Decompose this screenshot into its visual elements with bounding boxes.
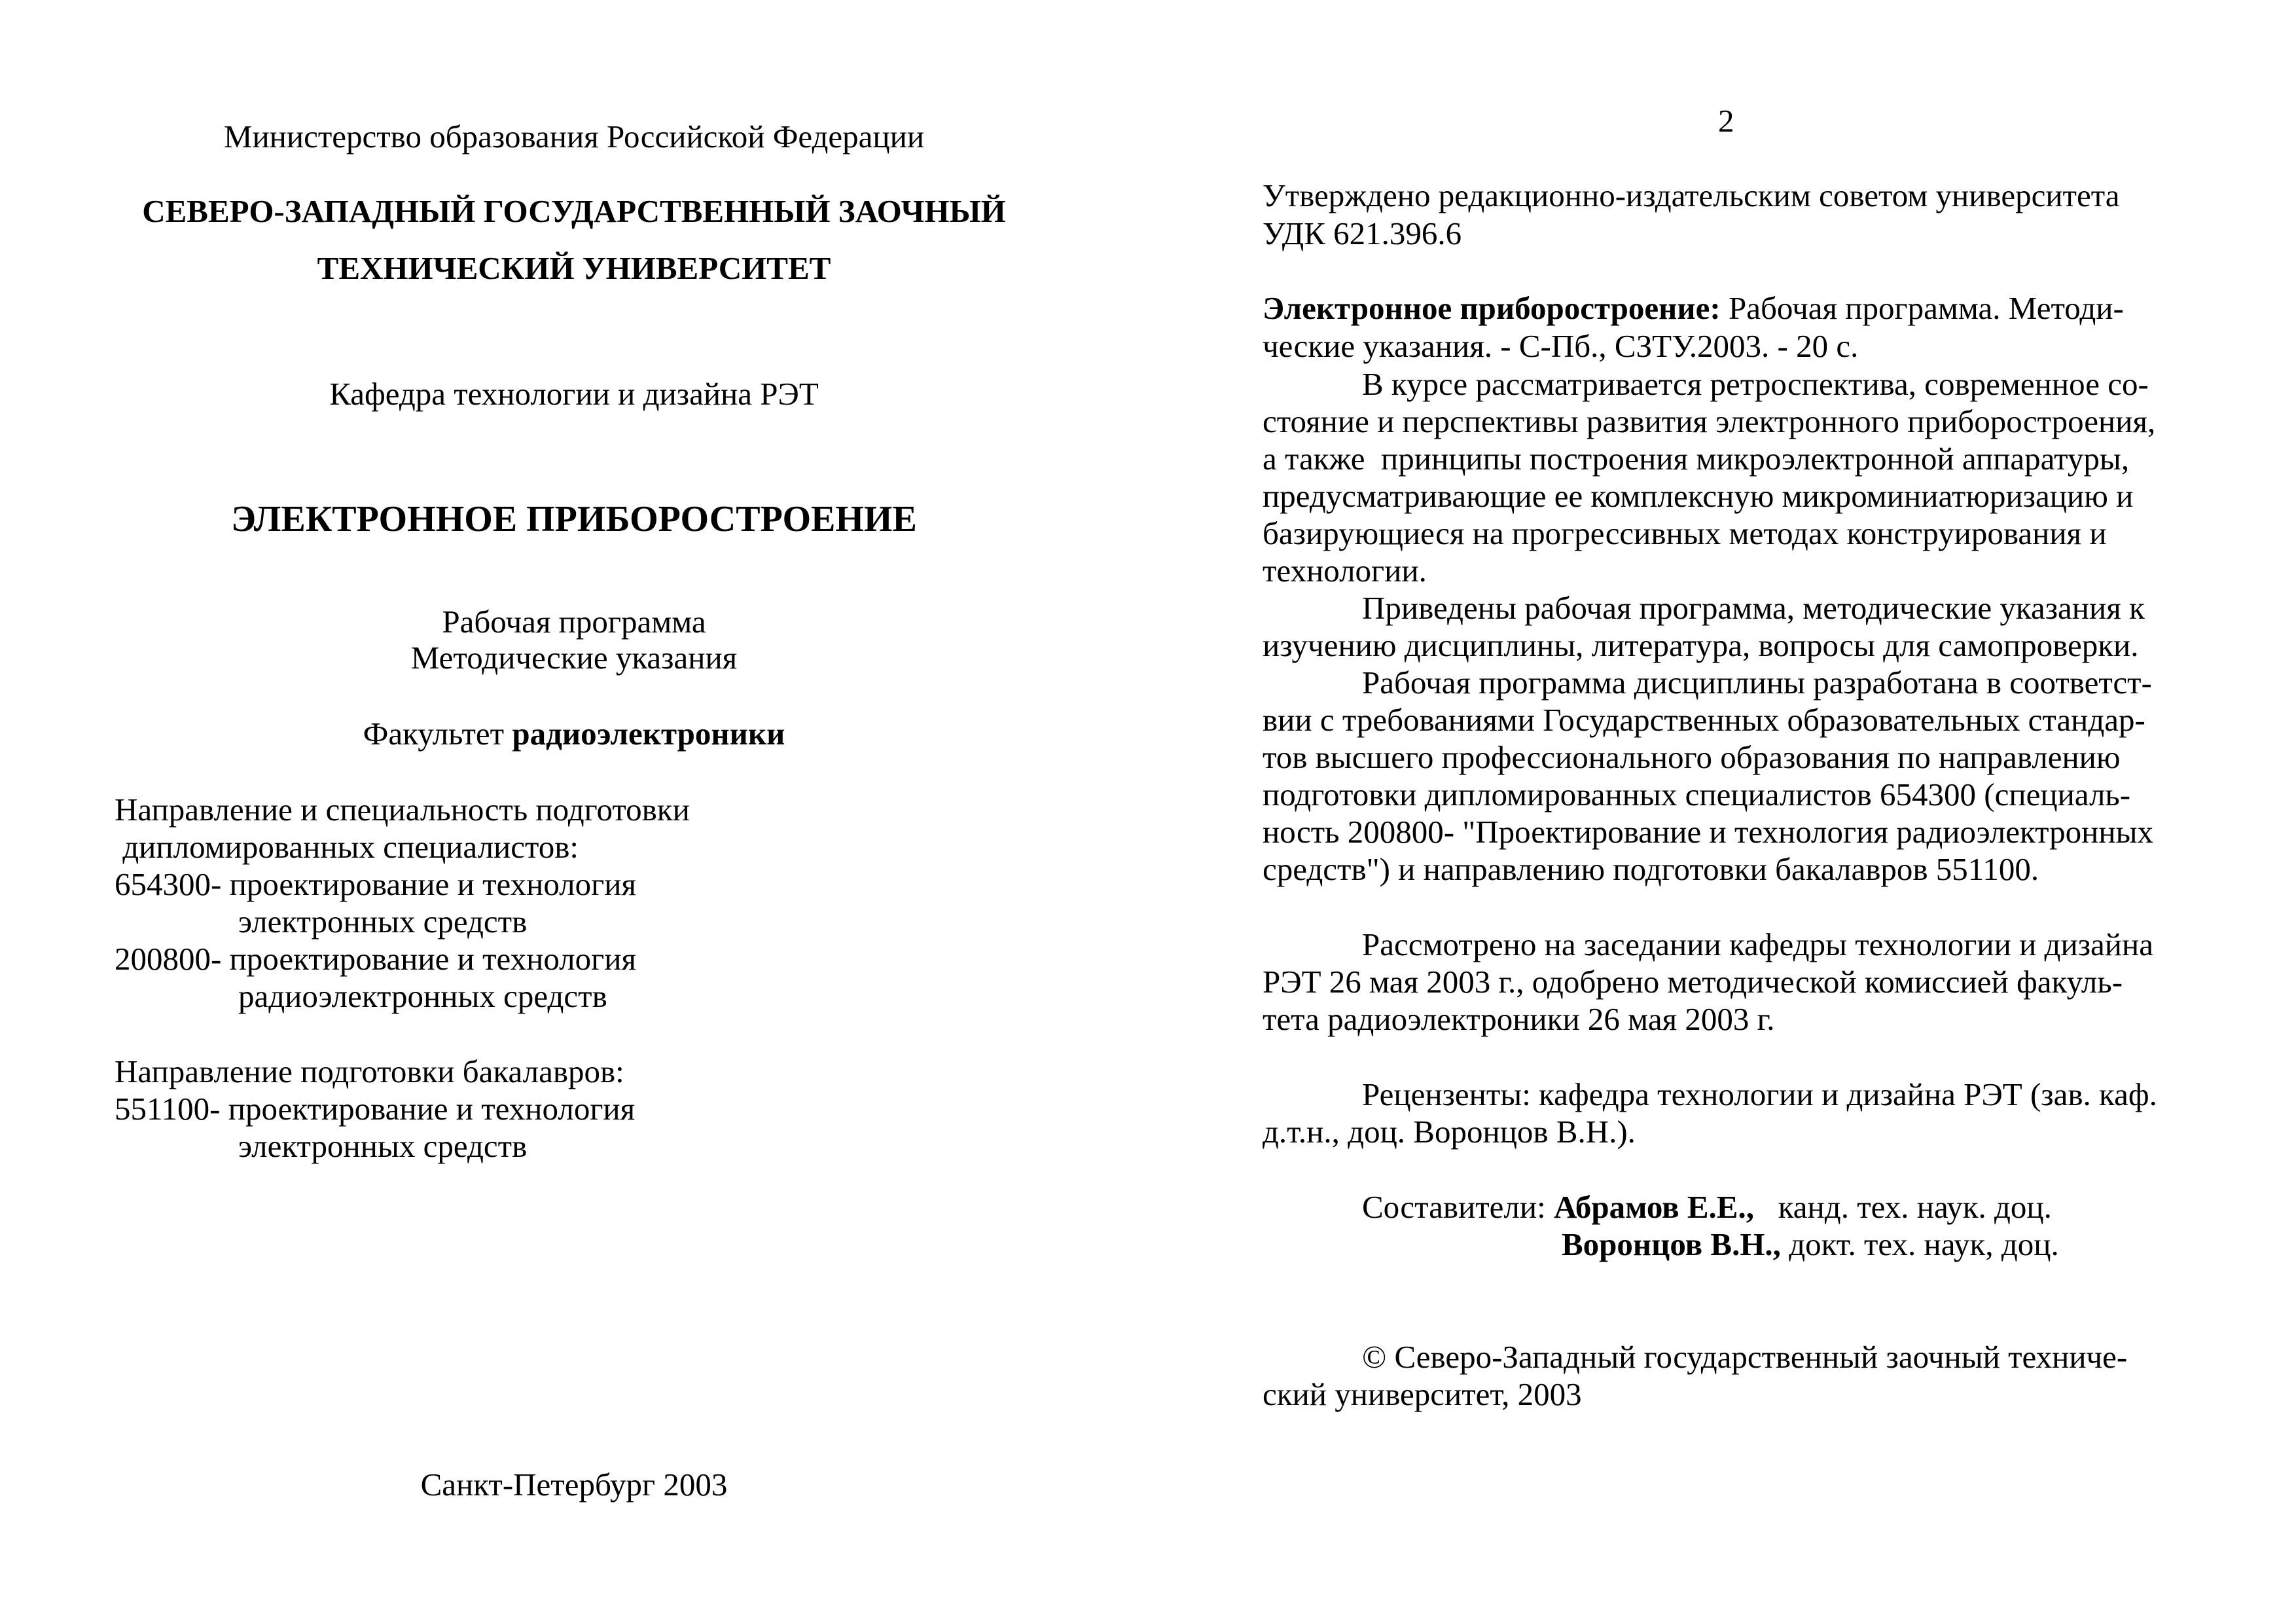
spec2-line1: 200800- проектирование и технология — [115, 941, 636, 977]
bach1-line2: электронных средств — [238, 1128, 528, 1164]
spec1-line2: электронных средств — [238, 903, 528, 939]
biblio-title: Электронное приборостроение: — [1263, 290, 1721, 326]
bach1-line1: 551100- проектирование и технология — [115, 1091, 636, 1127]
faculty-label: Факультет — [363, 716, 512, 752]
para2-line: изучению дисциплины, литература, вопросы для самопроверки. — [1263, 627, 2139, 663]
copyright-line: © Северо-Западный государственный заочный техниче- — [1362, 1339, 2128, 1375]
spec2-line2: радиоэлектронных средств — [238, 978, 607, 1014]
para5-line: Рецензенты: кафедра технологии и дизайна РЭТ (зав. каф. — [1362, 1076, 2157, 1112]
biblio-line2: ческие указания. - С-Пб., СЗТУ.2003. - 20 с. — [1263, 328, 1859, 364]
compiler2-title: докт. тех. наук, доц. — [1780, 1226, 2059, 1262]
university-name-line2: ТЕХНИЧЕСКИЙ УНИВЕРСИТЕТ — [317, 250, 831, 286]
compiler-row-2 — [1562, 1228, 2059, 1260]
biblio-rest: Рабочая программа. Методи- — [1720, 290, 2124, 326]
faculty-name: радиоэлектроники — [512, 716, 785, 752]
page-number: 2 — [1718, 103, 1734, 139]
para4-line: Рассмотрено на заседании кафедры технологии и дизайна — [1362, 926, 2153, 962]
city-year: Санкт-Петербург 2003 — [420, 1467, 728, 1503]
para1-line: В курсе рассматривается ретроспектива, современное со- — [1362, 366, 2149, 402]
para5-line: д.т.н., доц. Воронцов В.Н.). — [1263, 1114, 1636, 1150]
biblio-line1 — [1263, 290, 2124, 326]
compiler1-name: Абрамов Е.Е., — [1553, 1189, 1754, 1225]
para1-line: а также принципы построения микроэлектронной аппаратуры, — [1263, 441, 2130, 477]
para1-line: стояние и перспективы развития электронного приборостроения, — [1263, 403, 2156, 439]
spec-heading-line2: дипломированных специалистов: — [115, 829, 579, 865]
para4-line: РЭТ 26 мая 2003 г., одобрено методической комиссией факуль- — [1263, 964, 2123, 1000]
faculty-line — [0, 718, 1148, 750]
para1-line: базирующиеся на прогрессивных методах конструирования и — [1263, 515, 2107, 551]
spec1-line1: 654300- проектирование и технология — [115, 866, 636, 902]
bach-heading: Направление подготовки бакалавров: — [115, 1053, 624, 1089]
para1-line: технологии. — [1263, 553, 1427, 589]
ministry-line: Министерство образования Российской Федерации — [223, 119, 925, 155]
para3-line: тов высшего профессионального образования по направлению — [1263, 739, 2121, 775]
department-line: Кафедра технологии и дизайна РЭТ — [329, 376, 819, 412]
para3-line: ность 200800- "Проектирование и технология радиоэлектронных — [1263, 814, 2153, 850]
imprint-page — [1148, 0, 2296, 1623]
udk-line: УДК 621.396.6 — [1263, 215, 1462, 251]
para2-line: Приведены рабочая программа, методические указания к — [1362, 590, 2145, 626]
document-title: ЭЛЕКТРОННОЕ ПРИБОРОСТРОЕНИЕ — [231, 499, 917, 539]
para3-line: вии с требованиями Государственных образовательных стандар- — [1263, 702, 2145, 738]
compilers-label: Составители: — [1362, 1189, 1554, 1225]
university-name-line1: СЕВЕРО-ЗАПАДНЫЙ ГОСУДАРСТВЕННЫЙ ЗАОЧНЫЙ — [142, 193, 1006, 229]
compiler2-name: Воронцов В.Н., — [1562, 1226, 1781, 1262]
para1-line: предусматривающие ее комплексную микроминиатюризацию и — [1263, 478, 2134, 514]
subtitle-methodical: Методические указания — [410, 640, 738, 676]
subtitle-work-program: Рабочая программа — [442, 604, 706, 640]
spec-heading-line1: Направление и специальность подготовки — [115, 792, 690, 828]
approved-line: Утверждено редакционно-издательским советом университета — [1263, 177, 2120, 213]
compiler-row-1 — [1362, 1191, 2052, 1223]
copyright-line: ский университет, 2003 — [1263, 1376, 1582, 1412]
para3-line: Рабочая программа дисциплины разработана в соответст- — [1362, 665, 2152, 701]
para3-line: средств") и направлению подготовки бакалавров 551100. — [1263, 851, 2039, 887]
para4-line: тета радиоэлектроники 26 мая 2003 г. — [1263, 1001, 1775, 1037]
compiler1-title: канд. тех. наук. доц. — [1753, 1189, 2052, 1225]
para3-line: подготовки дипломированных специалистов 654300 (специаль- — [1263, 776, 2131, 812]
